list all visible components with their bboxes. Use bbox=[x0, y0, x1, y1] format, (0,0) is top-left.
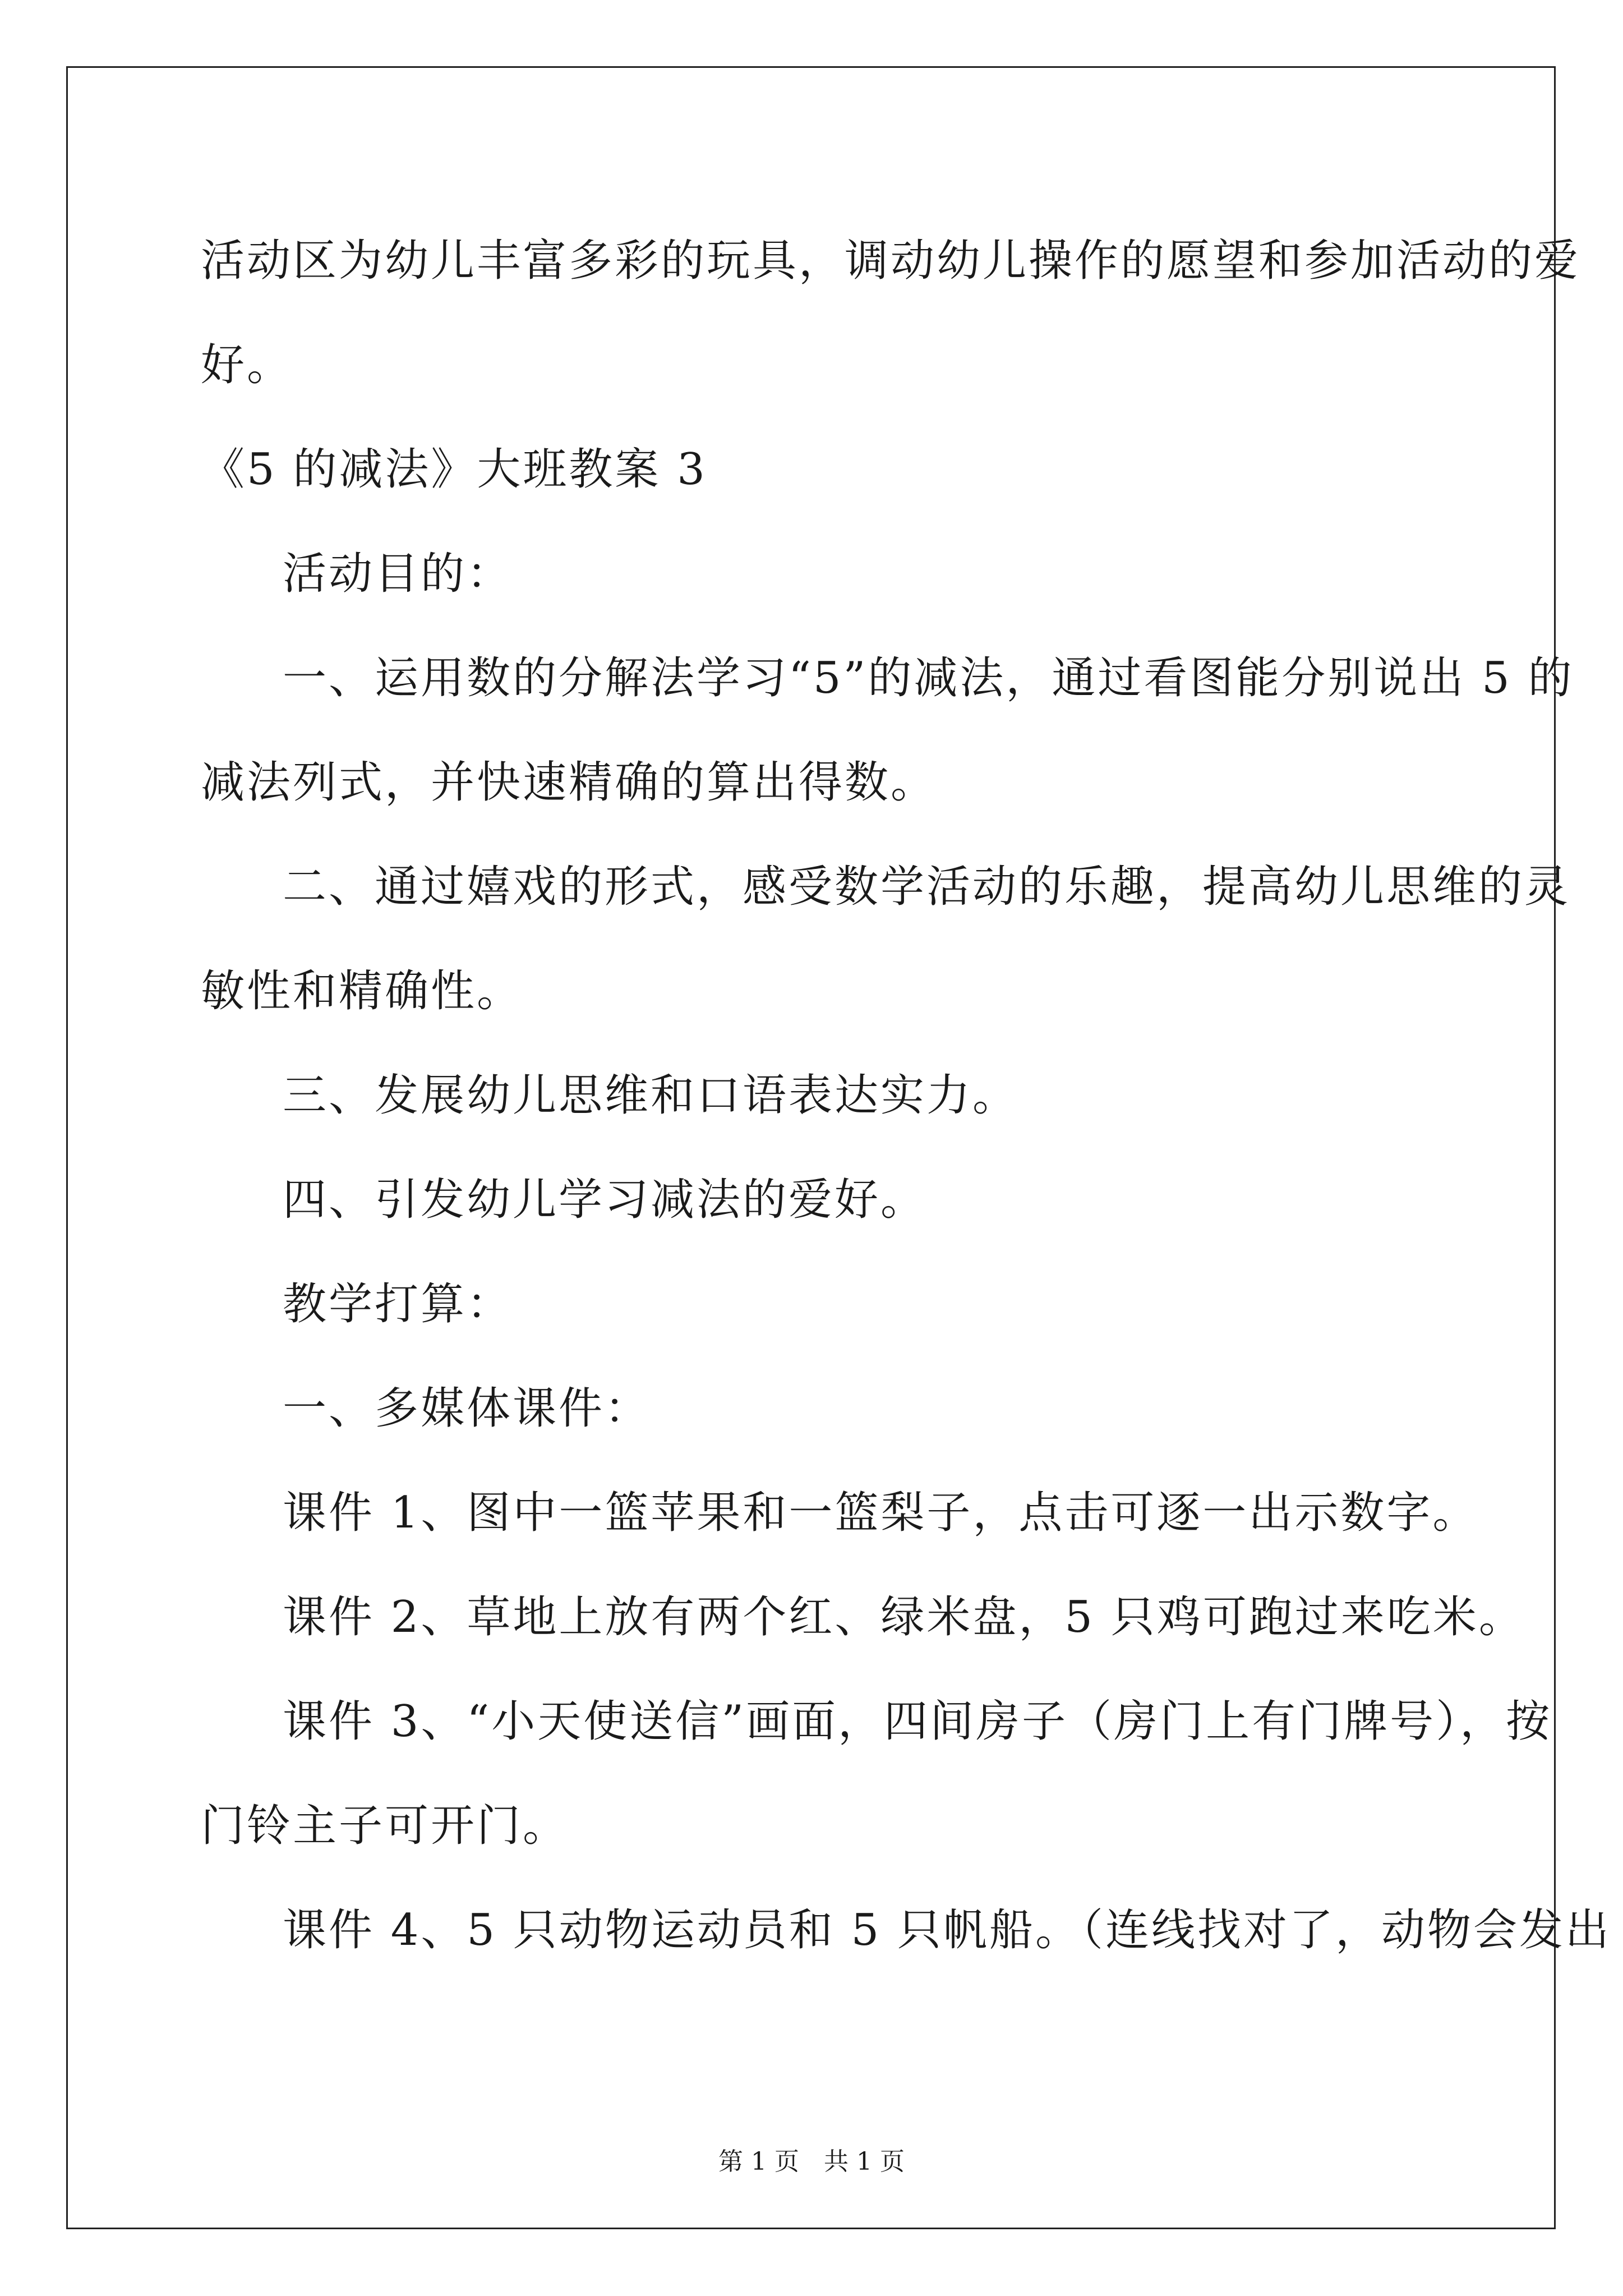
subheading-preparation: 教学打算： bbox=[283, 1279, 513, 1329]
section-heading: 《5 的减法》大班教案 3 bbox=[201, 444, 707, 495]
body-line: 一、运用数的分解法学习“5”的减法，通过看图能分别说出 5 的 bbox=[283, 653, 1574, 703]
body-line: 活动区为幼儿丰富多彩的玩具，调动幼儿操作的愿望和参加活动的爱 bbox=[201, 236, 1581, 286]
body-line: 三、发展幼儿思维和口语表达实力。 bbox=[283, 1070, 1019, 1121]
body-line: 一、多媒体课件： bbox=[283, 1383, 651, 1434]
body-line: 门铃主子可开门。 bbox=[201, 1801, 569, 1851]
body-line: 减法列式，并快速精确的算出得数。 bbox=[201, 757, 937, 808]
body-line: 课件 4、5 只动物运动员和 5 只帆船。（连线找对了，动物会发出 bbox=[283, 1905, 1612, 1955]
body-line: 四、引发幼儿学习减法的爱好。 bbox=[283, 1175, 927, 1225]
body-line: 课件 3、“小天使送信”画面，四间房子（房门上有门牌号），按 bbox=[283, 1696, 1552, 1747]
page-number-footer: 第 1 页 共 1 页 bbox=[718, 2147, 905, 2176]
body-line: 好。 bbox=[201, 340, 293, 390]
body-line: 敏性和精确性。 bbox=[201, 966, 523, 1016]
body-line: 二、通过嬉戏的形式，感受数学活动的乐趣，提高幼儿思维的灵 bbox=[283, 862, 1571, 912]
subheading-objectives: 活动目的： bbox=[283, 549, 513, 599]
body-line: 课件 2、草地上放有两个红、绿米盘，5 只鸡可跑过来吃米。 bbox=[283, 1592, 1525, 1642]
document-body bbox=[201, 209, 1612, 1982]
body-line: 课件 1、图中一篮苹果和一篮梨子，点击可逐一出示数字。 bbox=[283, 1488, 1479, 1538]
